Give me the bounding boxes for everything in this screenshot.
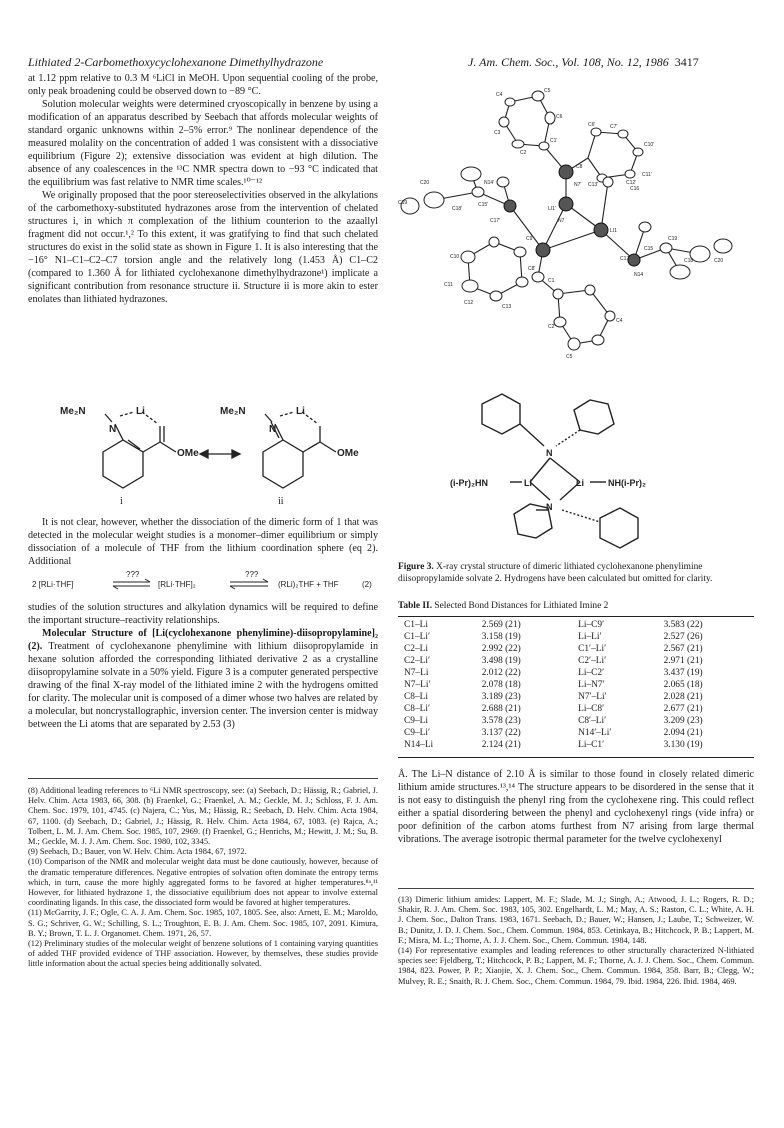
table-row [398,739,754,751]
dimer-schematic [450,382,750,552]
bond-distance: 2.028 (21) [663,692,703,702]
bond-distance: 2.012 (22) [481,668,521,678]
bond-label: C8–Li′ [404,704,431,714]
atom-label: C5 [566,354,573,360]
bond-label: C9–Li′ [404,728,431,738]
paragraph: Å. The Li–N distance of 2.10 Å is similar to those found in closely related dimeric lithium amide structures.¹³,¹⁴ The structure appears to be disordered in the sense that it is not easy to distinguish the phenyl ring from the cyclohexene ring. This could reflect either a spatial disordering between the phenyl and cyclohexenyl rings (vide infra) or poor definition of the carbon atoms furthest from N7 arising from large thermal vibrations. The average isotropic thermal parameter for the twelve cyclohexenyl [398,769,754,845]
bond-distance: 2.124 (21) [481,740,521,750]
li-label-left: Li [524,478,532,488]
cyclohexenyl-ring-bottom-right [600,508,638,548]
bond-label: C2–Li [404,644,428,654]
eq-product: (RLi)₂THF + THF [278,580,339,589]
table-row [398,655,754,667]
li-label-i: Li [136,406,145,417]
bond-label: N7–Li′ [404,680,431,690]
eq-reactant: 2 [RLi·THF] [32,580,74,589]
right-column-text [398,768,754,846]
bond-label: N7–Li [404,668,429,678]
resonance-structures [60,402,360,507]
bond-label: Li–Li′ [578,632,602,642]
footnote: (14) For representative examples and leading references to other structurally characterized N-lithiated species see: Fjeldberg, T.; Hitchcock, P. B.; Lappert, M. F.; Thorne, A. J. J. Chem. Soc., Chem. Commun. 1984, 823. Power, P. P.; Xiaojie, X. J. Chem. Soc., Chem. Commun. 1984, 358. Barr, B.; Clegg, W.; Mulvey, R. E.; Snaith, R. J. Chem. Soc., Chem. Commun. 1984, 79. Ibid. 1984, 226. Ibid. 1984, 469. [398,946,754,986]
bond-label: C8–Li [404,692,428,702]
footnote: (12) Preliminary studies of the molecular weight of benzene solutions of 1 containing varying quantities of added THF provided evidence of THF association. However, by themselves, these studies provide little information about the actual species being additionally solvated. [28,939,378,969]
table-row [398,691,754,703]
table-row [398,715,754,727]
paragraph: studies of the solution structures and alkylation dynamics will be required to define the important structure–reactivity relationships. [28,602,378,626]
atom-label: C12' [626,180,637,186]
bond-distance: 2.527 (26) [663,632,703,642]
footnote: (8) Additional leading references to ⁶Li NMR spectroscopy, see: (a) Seebach, D.; Hässig, R.; Gabriel, J. Helv. Chim. Acta 1983, 66, 308. (b) Fraenkel, G.; Fraenkel, A. M.; Geckle, M. J.; Schloss, F. J. Am. Chem. Soc. 1979, 101, 4745. (c) Najera, C.; Yus, M.; Hässig, R.; Seebach, D. Helv. Chim. Acta 1984, 67, 1100. (d) Seebach, D.; Gabriel, J.; Hässig, R. Helv. Chim. Acta 1984, 67, 1083. (e) Rajca, A.; Tolbert, L. M. J. Am. Chem. Soc. 1985, 107, 2969. (f) Fraenkel, G.; Henrichs, M.; Hewitt, J. M.; Su, B. M.; Geckle, M. J. J. Am. Chem. Soc. 1980, 102, 3345. [28,786,378,847]
atom-label: C20 [420,180,430,186]
running-title: Lithiated 2-Carbomethoxycyclohexanone Dimethylhydrazone [28,55,324,69]
eq-intermediate: [RLi·THF]₂ [158,580,196,589]
n-label-i: N [109,424,117,435]
atom-label: C7' [610,124,618,130]
table-row [398,619,754,631]
footnotes-left [28,786,378,970]
table-title-text: Selected Bond Distances for Lithiated Imine 2 [432,601,609,611]
cyclohexene-ring-ii [263,440,303,488]
paragraph [28,627,378,731]
table-top-rule [398,616,754,617]
atom-label: C1 [548,278,555,284]
eq-number: (2) [362,580,372,589]
atom-label: C11 [444,282,453,288]
bond-distance: 2.567 (21) [663,644,703,654]
atom-label: C20 [714,258,724,264]
eq-qmark-2: ??? [245,570,259,579]
atom-label: C18' [452,206,463,212]
bond-label: N14–Li [404,740,434,750]
bond-distance: 3.209 (23) [663,716,703,726]
bond-distance: 3.583 (22) [663,620,703,630]
phenyl-ring-top-left [482,394,520,434]
footnote-divider-right [398,888,754,889]
paragraph-body: Treatment of cyclohexanone phenylimine with lithium diisopropylamide in hexane solution afforded the corresponding lithiated derivative 2 as a crystalline diisopropylamine solvate in a 50% yield. Figure 3 is a computer generated perspective drawing of the final X-ray model of the lithiated imine 2 with the hydrogens omitted for clarity. The molecular unit is composed of a dimer whose two halves are related by a molecular, but noncrystallographic, inversion center. The inversion center is midway between the Li atoms that are separated by 2.53 (3) [28,641,378,730]
caption-label: Figure 3. [398,562,434,572]
table-row [398,727,754,739]
bond-distance: 3.137 (22) [481,728,521,738]
atom-label: C12 [464,300,474,306]
atom-label: N7' [574,182,582,188]
atom-label: C8 [576,164,583,170]
atom-label: C13' [588,182,599,188]
bond-label: C9–Li [404,716,428,726]
table-row [398,631,754,643]
atom-label: C16 [630,186,640,192]
footnote: (13) Dimeric lithium amides: Lappert, M. F.; Slade, M. J.; Singh, A.; Atwood, J. L.; Rogers, R. D.; Shakir, R. J. Am. Chem. Soc. 1983, 105, 302. Engelhardt, L. M.; May, A. S.; Raston, C. L.; White, A. H. J. Chem. Soc., Dalton Trans. 1983, 1671. Seebach, D.; Bauer, W.; Hansen, J.; Laube, T.; Schweizer, W. B.; Dunitz, J. D. J. Chem. Soc., Chem. Commun. 1984, 853. Cetinkaya, B.; Hitchcock, P. B.; Lappert, M. F.; Misra, M. L.; Thorne, A. J. J. Chem. Soc., Chem. Commun. 1984, 148. [398,895,754,945]
bond-label: C1′–Li′ [578,644,607,654]
journal-name: J. Am. Chem. Soc., Vol. 108, No. 12, 1986 [468,55,669,69]
bond-distance: 3.578 (23) [481,716,521,726]
bond-label: Li–C8′ [578,704,605,714]
bond-label: Li–N7′ [578,680,605,690]
li-label-right: Li [576,478,584,488]
atom-label: C10 [450,254,460,260]
left-column-top [28,72,378,306]
structure-label-ii: ii [278,496,284,507]
atom-label: C19 [398,200,408,206]
equation-2 [28,568,378,596]
paragraph: It is not clear, however, whether the dissociation of the dimeric form of 1 that was detected in the molecular weight studies is a monomer–dimer equilibrium or simply dissociation of a molecule of THF from the lithium coordination sphere (eq 2). Additional [28,517,378,567]
atom-label: C1' [550,138,558,144]
amine-label-right: NH(i-Pr)₂ [608,478,646,488]
ome-label-i: OMe [177,448,199,459]
left-column-mid [28,516,378,568]
bond-distance: 2.971 (21) [663,656,703,666]
atom-label: C3 [494,130,501,136]
table-bottom-rule [398,757,754,758]
caption-text: X-ray crystal structure of dimeric lithiated cyclohexanone phenylimine diisopropylamide solvate 2. Hydrogens have been calculated but omitted for clarity. [398,562,713,584]
figure-3-caption [398,562,754,585]
atom-label: C6 [556,114,563,120]
atom-label: C18 [684,258,694,264]
bond-distance: 2.992 (22) [481,644,521,654]
bond-label: Li–C9′ [578,620,605,630]
bond-distance: 3.498 (19) [481,656,521,666]
eq-qmark-1: ??? [126,570,140,579]
bond-distance: 2.677 (21) [663,704,703,714]
atom-label: C15' [478,202,489,208]
left-column-bottom [28,601,378,731]
atom-label: N7 [558,218,565,224]
n-label-top: N [546,448,553,458]
atom-label: C17' [490,218,501,224]
atom-label: C2 [548,324,555,330]
n-label-ii: N [269,424,277,435]
cyclohexenyl-ring-top-right [574,400,614,434]
li-label-ii: Li [296,406,305,417]
bond-distance: 3.437 (19) [663,668,703,678]
atom-label: C2 [520,150,527,156]
atom-label: C8' [528,266,536,272]
atom-label: C11' [642,172,652,178]
bond-distance-table [398,619,754,751]
bond-distance: 2.065 (18) [663,680,703,690]
bond-label: N14′–Li′ [578,728,612,738]
paragraph: at 1.12 ppm relative to 0.3 M ⁶LiCl in MeOH. Upon sequential cooling of the probe, only peak broadening could be observed down to −89 °C. [28,73,378,97]
bond-distance: 2.688 (21) [481,704,521,714]
bond-label: C8′–Li′ [578,716,607,726]
bond-label: C2′–Li′ [578,656,607,666]
atom-label: C15 [644,246,654,252]
table-row [398,667,754,679]
footnote: (11) McGarrity, J. F.; Ogle, C. A. J. Am. Chem. Soc. 1985, 107, 1805. See, also: Arnett, E. M.; Maroldo, S. G.; Schriver, G. W.; Schilling, S. L.; Troughton, E. B. J. Am. Chem. Soc. 1985, 107, 2091. Kimura, B. Y.; Brown, T. L. J. Organomet. Chem. 1971, 26, 57. [28,908,378,938]
ome-label-ii: OMe [337,448,359,459]
atom-label: C4 [616,318,623,324]
atom-label: C17 [620,256,630,262]
table-row [398,703,754,715]
bond-label: C1–Li′ [404,632,431,642]
amine-label-left: (i-Pr)₂HN [450,478,488,488]
atom-label: C19 [668,236,678,242]
atom-label: LI1 [610,228,617,234]
bond-label: C2–Li′ [404,656,431,666]
bond-label: Li–C1′ [578,740,605,750]
footnote: (9) Seebach, D.; Bauer, von W. Helv. Chim. Acta 1984, 67, 1972. [28,847,247,857]
atom-label: N14 [634,272,644,278]
paragraph: We originally proposed that the poor stereoselectivities observed in the alkylations of the carbomethoxy-substituted hydrazones arose from the intervention of chelated structures i, in which π complexation of the lithium counterion to the azaallyl fragment did not occur.¹,² To this extent, it was gratifying to find that such chelated structures do exist in the solid state as shown in Figure 1. It is also interesting that the −16° N1–C1–C2–C7 torsion angle and the relatively long (1.453 Å) C1–C2 (compared to 1.360 Å for lithiated cyclohexanone dimethylhydrazone¹) implicate a significant contribution from resonance structure ii. Structure ii is more akin to ester enolates than lithiated hydrazones. [28,190,378,305]
table-2-title [398,601,754,613]
table-row [398,643,754,655]
bond-distance: 3.158 (19) [481,632,521,642]
atom-label: C10' [644,142,655,148]
structure-label-i: i [120,496,123,507]
me2n-label-i: Me₂N [60,406,86,417]
bond-distance: 2.078 (18) [481,680,521,690]
bond-distance: 3.189 (23) [481,692,521,702]
atom-label: C9 [526,236,533,242]
n-label-bottom: N [546,502,553,512]
xray-crystal-structure [398,82,748,377]
atom-label: C6' [588,122,596,128]
paragraph: Solution molecular weights were determined cryoscopically in benzene by using a modification of an apparatus described by Seebach that affords molecular weights of standard organic unknowns within 2–5% error.⁹ The nonlinear dependence of the measured molality on the concentration of added 1 was consistent with a dissociative equilibrium (Figure 2); extensive dissociation was evident at high dilution. The absence of any coalescences in the ¹³C NMR spectra down to −93 °C indicated that the equilibrium was fast relative to NMR time scales.¹⁰⁻¹² [28,99,378,188]
footnote: (10) Comparison of the NMR and molecular weight data must be done cautiously, however, because of the dramatic temperature differences. Negative entropies of solvation often dominate the entropy terms which, in turn, cause the more highly aggregated forms to be favored at higher temperatures.⁸ᵃ,¹¹ However, for lithiated hydrazone 1, the dissociative equilibrium does not appear to involve external coordinating ligands. In this case, the dissociated form would be favored at higher temperatures. [28,857,378,908]
me2n-label-ii: Me₂N [220,406,246,417]
bond-distance: 2.094 (21) [663,728,703,738]
atom-label: N14' [484,180,495,186]
page-number: 3417 [674,55,699,69]
atom-label: C13 [502,304,512,310]
table-label: Table II. [398,601,433,611]
bond-label: N7′–Li′ [578,692,607,702]
journal-citation [468,55,699,70]
footnotes-right [398,895,754,987]
bond-distance: 2.569 (21) [481,620,521,630]
bond-label: Li–C2′ [578,668,605,678]
section-heading: Molecular Structure of [Li(cyclohexanone phenylimine)-diisopropylamine]₂ (2). [28,628,378,652]
atom-label: C4 [496,92,503,98]
bond-label: C1–Li [404,620,428,630]
bond-distance: 3.130 (19) [663,740,703,750]
footnote-divider-left [28,778,378,779]
table-row [398,679,754,691]
atom-label: C5 [544,88,551,94]
atom-label: LI1' [548,206,556,212]
